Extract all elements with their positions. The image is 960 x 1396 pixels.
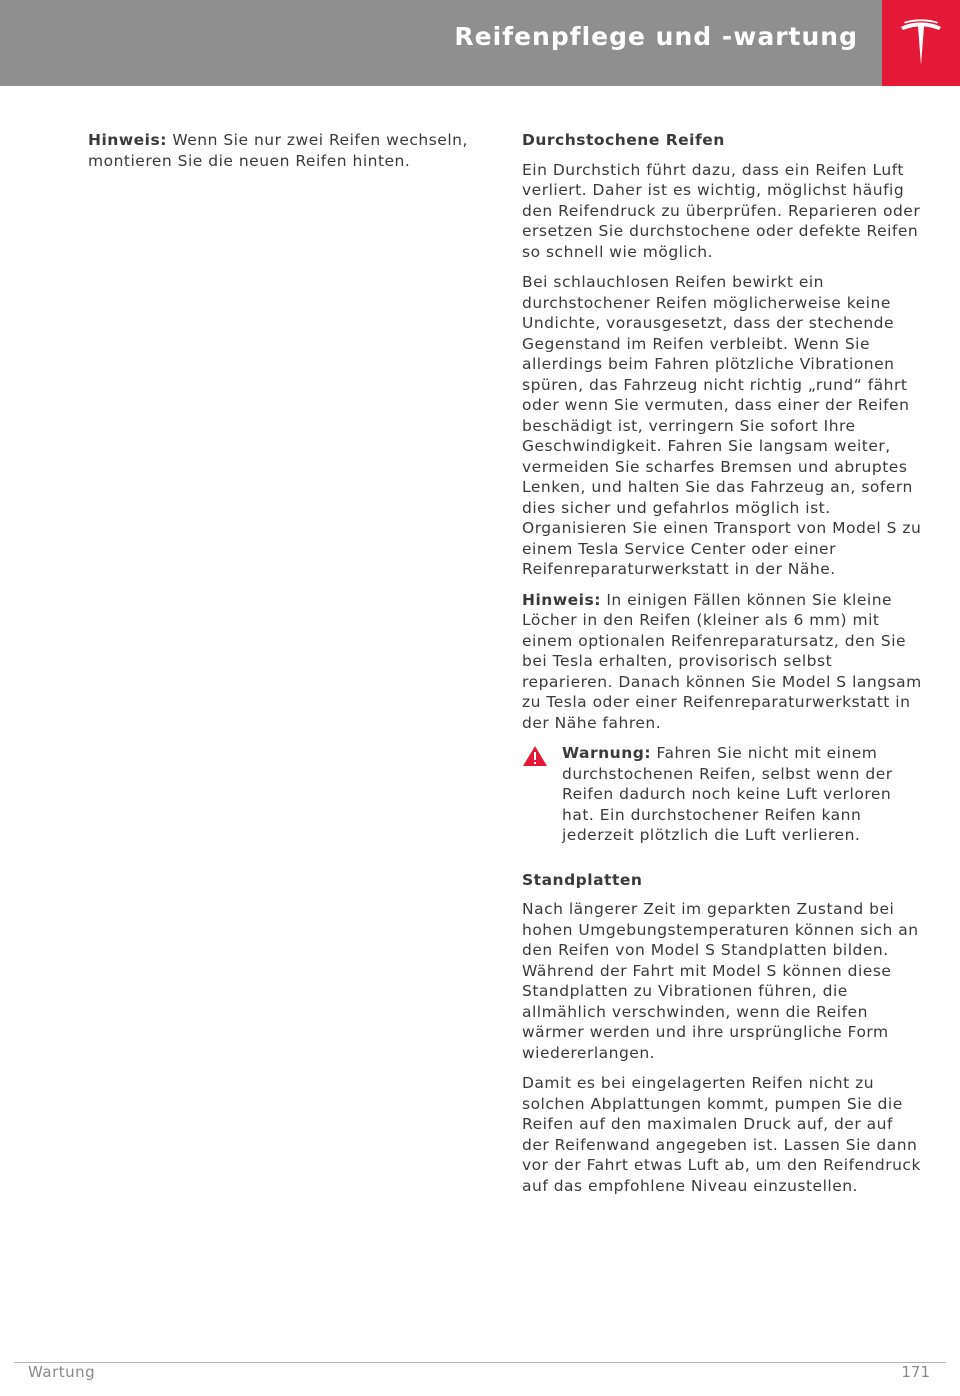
paragraph: Damit es bei eingelagerten Reifen nicht zu solchen Abplattungen kommt, pumpen Sie die Reifen auf den maximalen Druck auf, der auf der Reifenwand angegeben ist. Lassen Sie dann vor der Fahrt etwas Luft ab, um den Reifendruck auf das empfohlene Niveau einzustellen. xyxy=(522,1074,921,1195)
warning-icon-wrap xyxy=(522,743,562,846)
warning-label: Warnung: xyxy=(562,744,652,762)
warning-text: Fahren Sie nicht mit einem durchstochenen Reifen, selbst wenn der Reifen dadurch noch keine Luft verloren hat. Ein durchstochener Reifen kann jederzeit plötzlich die Luft verlieren. xyxy=(562,744,893,844)
note-text: In einigen Fällen können Sie kleine Löcher in den Reifen (kleiner als 6 mm) mit einem optionalen Reifenreparatursatz, den Sie bei Tesla erhalten, provisorisch selbst reparieren. Danach können Sie Model S langsam zu Tesla oder einer Reifenreparaturwerkstatt in der Nähe fahren. xyxy=(522,590,922,732)
right-column xyxy=(522,130,922,1206)
warning-text-block xyxy=(562,743,922,846)
note-paragraph xyxy=(88,130,478,171)
warning-triangle-icon xyxy=(522,745,548,767)
note-paragraph xyxy=(522,590,922,734)
section-heading-standplatten: Standplatten xyxy=(522,870,643,889)
paragraph: Ein Durchstich führt dazu, dass ein Reifen Luft verliert. Daher ist es wichtig, möglichst häufig den Reifendruck zu überprüfen. Reparieren oder ersetzen Sie durchstochene oder defekte Reifen so schnell wie möglich. xyxy=(522,160,921,261)
page-title: Reifenpflege und -wartung xyxy=(454,22,858,51)
paragraph: Nach längerer Zeit im geparkten Zustand bei hohen Umgebungstemperaturen können sich an den Reifen von Model S Standplatten bilden. Während der Fahrt mit Model S können diese Standplatten zu Vibrationen führen, die allmählich verschwinden, wenn die Reifen wärmer werden und ihre ursprüngliche Form wiedererlangen. xyxy=(522,900,919,1062)
paragraph: Bei schlauchlosen Reifen bewirkt ein durchstochener Reifen möglicherweise keine Undichte, vorausgesetzt, dass der stechende Gegenstand im Reifen verbleibt. Wenn Sie allerdings beim Fahren plötzliche Vibrationen spüren, das Fahrzeug nicht richtig „rund“ fährt oder wenn Sie vermuten, dass einer der Reifen beschädigt ist, verringern Sie sofort Ihre Geschwindigkeit. Fahren Sie langsam weiter, vermeiden Sie scharfes Bremsen und abruptes Lenken, und halten Sie das Fahrzeug an, sofern dies sicher und gefahrlos möglich ist. Organisieren Sie einen Transport von Model S zu einem Tesla Service Center oder einer Reifenreparaturwerkstatt in der Nähe. xyxy=(522,273,922,578)
warning-box xyxy=(522,743,922,846)
page-number: 171 xyxy=(901,1363,930,1381)
footer-divider xyxy=(14,1362,946,1363)
logo-box xyxy=(882,0,960,86)
header-band xyxy=(0,0,960,86)
note-label: Hinweis: xyxy=(88,131,167,149)
note-label: Hinweis: xyxy=(522,590,601,609)
tesla-logo-icon xyxy=(898,19,944,67)
footer-section-label: Wartung xyxy=(28,1363,96,1381)
note-text: Wenn Sie nur zwei Reifen wechseln, montieren Sie die neuen Reifen hinten. xyxy=(88,131,468,170)
section-heading-durchstochene-reifen: Durchstochene Reifen xyxy=(522,131,725,149)
left-column xyxy=(88,130,478,181)
